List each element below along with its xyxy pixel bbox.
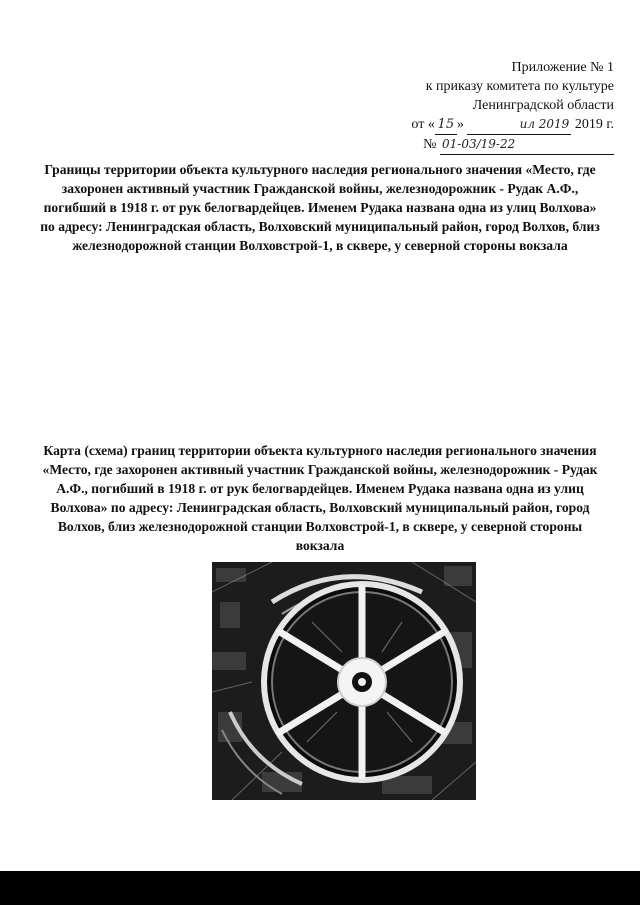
order-number: [411, 135, 614, 155]
date-day-handwritten: 15: [435, 115, 457, 135]
site-map-drawing: [212, 562, 476, 800]
scan-bottom-bar: [0, 871, 640, 905]
number-handwritten: 01-03/19-22: [440, 135, 614, 155]
appendix-header: [411, 58, 614, 155]
date-month-handwritten: ил 2019: [467, 115, 571, 135]
date-year: 2019 г.: [574, 117, 614, 132]
date-prefix: от «: [411, 117, 435, 132]
boundaries-title: Границы территории объекта культурного наследия регионального значения «Место, где захоронен активный участник Гражданской войны, железнодорожник - Рудак А.Ф., погибший в 1918 г. от рук белогвардейцев. Именем Рудака названа одна из улиц Волхова» по адресу: Ленинградская область, Волховский муниципальный район, город Волхов, близ железнодорожной станции Волховстрой-1, в сквере, у северной стороны вокзала: [40, 162, 600, 253]
number-prefix: №: [423, 137, 437, 152]
appendix-number: Приложение № 1: [511, 60, 614, 75]
order-date: [411, 115, 614, 135]
site-map-image: [212, 562, 476, 800]
date-mid: »: [456, 117, 464, 132]
region-name: Ленинградской области: [472, 98, 614, 113]
order-reference: к приказу комитета по культуре: [425, 79, 614, 94]
map-scheme-title: Карта (схема) границ территории объекта культурного наследия регионального значения «Место, где захоронен активный участник Гражданской войны, железнодорожник - Рудак А.Ф., погибший в 1918 г. от рук белогвардейцев. Именем Рудака названа одна из улиц Волхова» по адресу: Ленинградская область, Волховский муниципальный район, город Волхов, близ железнодорожной станции Волховстрой-1, в сквере, у северной стороны вокзала: [42, 443, 598, 553]
